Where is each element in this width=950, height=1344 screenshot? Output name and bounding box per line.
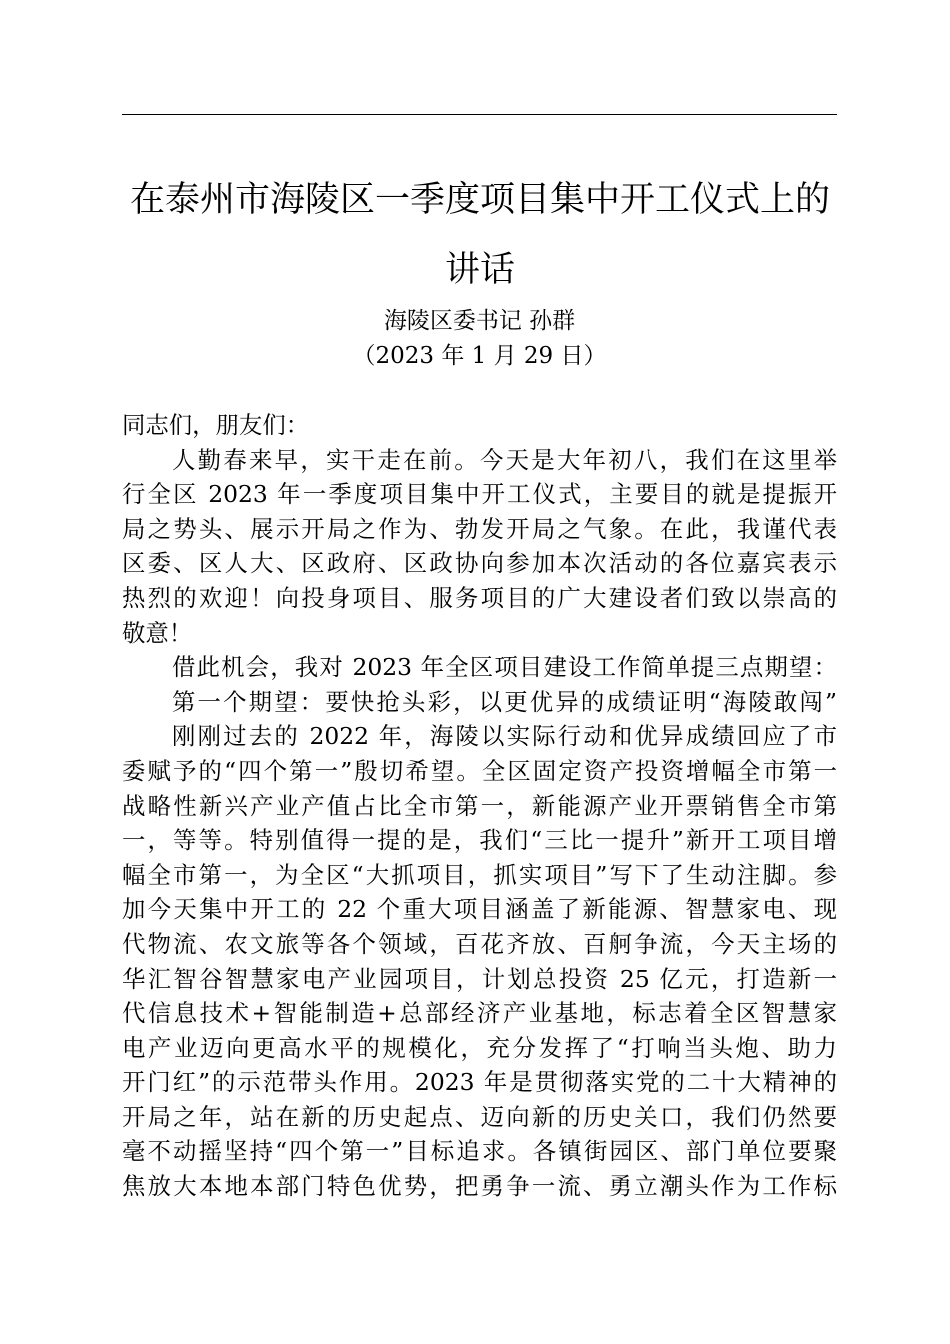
body-line: 借此机会，我对 2023 年全区项目建设工作简单提三点期望：: [172, 653, 837, 682]
author-line: 海陵区委书记 孙群: [383, 308, 576, 334]
body-line: 焦放大本地本部门特色优势，把勇争一流、勇立潮头作为工作标: [122, 1172, 837, 1201]
body-line: 区委、区人大、区政府、区政协向参加本次活动的各位嘉宾表示: [122, 549, 837, 578]
section-heading: 第一个期望：要快抢头彩，以更优异的成绩证明“海陵敢闯”: [172, 687, 837, 716]
body-line: 敬意！: [122, 618, 193, 647]
body-line: 刚刚过去的 2022 年，海陵以实际行动和优异成绩回应了市: [172, 722, 837, 751]
body-line: 局之势头、展示开局之作为、勃发开局之气象。在此，我谨代表: [122, 514, 837, 543]
body-line: 行全区 2023 年一季度项目集中开工仪式，主要目的就是提振开: [122, 480, 837, 509]
body-line: 幅全市第一，为全区“大抓项目，抓实项目”写下了生动注脚。参: [122, 860, 837, 889]
body-line: 一，等等。特别值得一提的是，我们“三比一提升”新开工项目增: [122, 826, 837, 855]
body-line: 电产业迈向更高水平的规模化，充分发挥了“打响当头炮、助力: [122, 1033, 837, 1062]
body-line: 代信息技术+智能制造+总部经济产业基地，标志着全区智慧家: [122, 999, 837, 1028]
body-line: 开局之年，站在新的历史起点、迈向新的历史关口，我们仍然要: [122, 1102, 837, 1131]
body-line: 委赋予的“四个第一”殷切希望。全区固定资产投资增幅全市第一: [122, 756, 837, 785]
salutation: 同志们，朋友们：: [122, 411, 310, 439]
document-title-line-2: 讲话: [444, 250, 515, 290]
date-line: （2023 年 1 月 29 日）: [352, 343, 607, 369]
body-line: 代物流、农文旅等各个领域，百花齐放、百舸争流，今天主场的: [122, 929, 837, 958]
document-title-line-1: 在泰州市海陵区一季度项目集中开工仪式上的: [129, 180, 830, 220]
body-line: 加今天集中开工的 22 个重大项目涵盖了新能源、智慧家电、现: [122, 895, 837, 924]
body-line: 战略性新兴产业产值占比全市第一，新能源产业开票销售全市第: [122, 791, 837, 820]
body-line: 人勤春来早，实干走在前。今天是大年初八，我们在这里举: [172, 445, 837, 474]
header-rule: [122, 114, 837, 115]
speech-body: [122, 408, 837, 1204]
body-line: 毫不动摇坚持“四个第一”目标追求。各镇街园区、部门单位要聚: [122, 1137, 837, 1166]
body-line: 热烈的欢迎！向投身项目、服务项目的广大建设者们致以崇高的: [122, 583, 837, 612]
body-line: 开门红”的示范带头作用。2023 年是贯彻落实党的二十大精神的: [122, 1068, 837, 1097]
body-line: 华汇智谷智慧家电产业园项目，计划总投资 25 亿元，打造新一: [122, 964, 837, 993]
